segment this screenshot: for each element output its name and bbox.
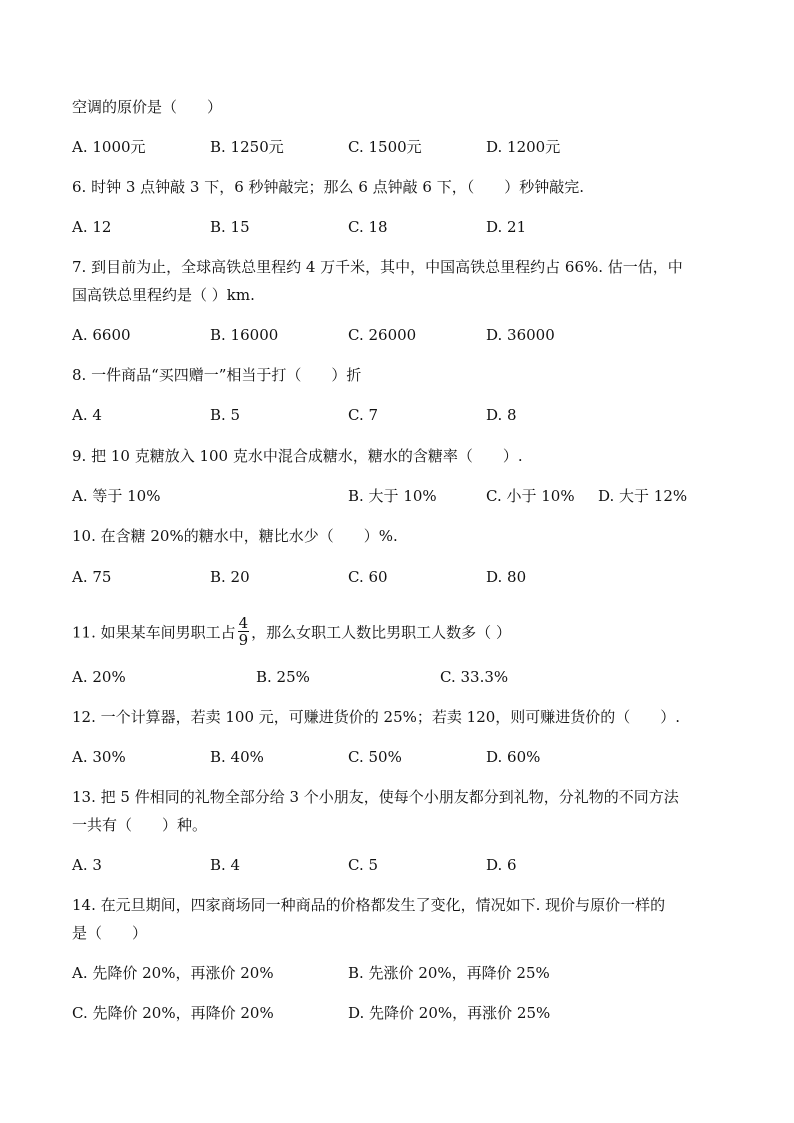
option-c: C. 先降价 20%，再降价 20% bbox=[72, 1004, 274, 1022]
option-c: C. 5 bbox=[348, 856, 379, 874]
option-c: C. 1500元 bbox=[348, 138, 422, 156]
stem-text-before: 11. 如果某车间男职工占 bbox=[72, 623, 236, 642]
option-d: D. 大于 12% bbox=[598, 487, 688, 505]
option-d: D. 36000 bbox=[486, 326, 555, 344]
option-a: A. 等于 10% bbox=[72, 487, 161, 505]
question-13-stem-line-1: 13. 把 5 件相同的礼物全部分给 3 个小朋友，使每个小朋友都分到礼物，分礼物的不同方法 bbox=[72, 788, 679, 806]
option-b: B. 1250元 bbox=[210, 138, 284, 156]
option-d: D. 60% bbox=[486, 748, 541, 766]
stem-text-after: ，那么女职工人数比男职工人数多（ ） bbox=[251, 623, 511, 642]
option-c: C. 小于 10% bbox=[486, 487, 575, 505]
question-12-stem: 12. 一个计算器，若卖 100 元，可赚进货价的 25%；若卖 120，则可赚进货价的（ ）. bbox=[72, 708, 681, 726]
question-10-stem: 10. 在含糖 20%的糖水中，糖比水少（ ）%. bbox=[72, 527, 398, 545]
option-d: D. 1200元 bbox=[486, 138, 561, 156]
fraction bbox=[238, 615, 250, 648]
question-8-stem: 8. 一件商品“买四赠一”相当于打（ ）折 bbox=[72, 366, 362, 384]
option-a: A. 30% bbox=[72, 748, 126, 766]
question-7-stem-line-1: 7. 到目前为止，全球高铁总里程约 4 万千米，其中，中国高铁总里程约占 66%. 估一估，中 bbox=[72, 258, 683, 276]
option-a: A. 先降价 20%，再涨价 20% bbox=[72, 964, 274, 982]
option-b: B. 大于 10% bbox=[348, 487, 437, 505]
option-a: A. 1000元 bbox=[72, 138, 146, 156]
option-b: B. 25% bbox=[256, 668, 310, 686]
option-b: B. 5 bbox=[210, 406, 241, 424]
question-14-stem-line-1: 14. 在元旦期间，四家商场同一种商品的价格都发生了变化，情况如下. 现价与原价一样的 bbox=[72, 896, 666, 914]
option-c: C. 7 bbox=[348, 406, 379, 424]
option-a: A. 6600 bbox=[72, 326, 131, 344]
question-14-stem-line-2: 是（ ） bbox=[72, 924, 148, 942]
fraction-numerator: 4 bbox=[238, 614, 249, 632]
option-a: A. 75 bbox=[72, 568, 112, 586]
option-a: A. 12 bbox=[72, 218, 112, 236]
option-d: D. 8 bbox=[486, 406, 517, 424]
option-b: B. 40% bbox=[210, 748, 264, 766]
option-c: C. 26000 bbox=[348, 326, 417, 344]
question-9-stem: 9. 把 10 克糖放入 100 克水中混合成糖水，糖水的含糖率（ ）. bbox=[72, 447, 523, 465]
option-b: B. 先涨价 20%，再降价 25% bbox=[348, 964, 550, 982]
question-13-stem-line-2: 一共有（ ）种。 bbox=[72, 816, 208, 834]
option-a: A. 4 bbox=[72, 406, 102, 424]
option-d: D. 80 bbox=[486, 568, 527, 586]
option-c: C. 50% bbox=[348, 748, 402, 766]
option-b: B. 16000 bbox=[210, 326, 279, 344]
option-b: B. 20 bbox=[210, 568, 250, 586]
option-c: C. 33.3% bbox=[440, 668, 509, 686]
option-d: D. 先降价 20%，再涨价 25% bbox=[348, 1004, 551, 1022]
option-c: C. 60 bbox=[348, 568, 388, 586]
option-d: D. 6 bbox=[486, 856, 517, 874]
question-11-stem bbox=[72, 614, 511, 650]
option-b: B. 4 bbox=[210, 856, 241, 874]
option-d: D. 21 bbox=[486, 218, 527, 236]
option-a: A. 20% bbox=[72, 668, 126, 686]
question-7-stem-line-2: 国高铁总里程约是（ ）km. bbox=[72, 286, 255, 304]
option-c: C. 18 bbox=[348, 218, 388, 236]
option-a: A. 3 bbox=[72, 856, 102, 874]
fraction-denominator: 9 bbox=[238, 631, 249, 649]
question-6-stem: 6. 时钟 3 点钟敲 3 下，6 秒钟敲完；那么 6 点钟敲 6 下，（ ）秒钟敲完. bbox=[72, 178, 584, 196]
option-b: B. 15 bbox=[210, 218, 250, 236]
question-5-stem: 空调的原价是（ ） bbox=[72, 98, 223, 116]
